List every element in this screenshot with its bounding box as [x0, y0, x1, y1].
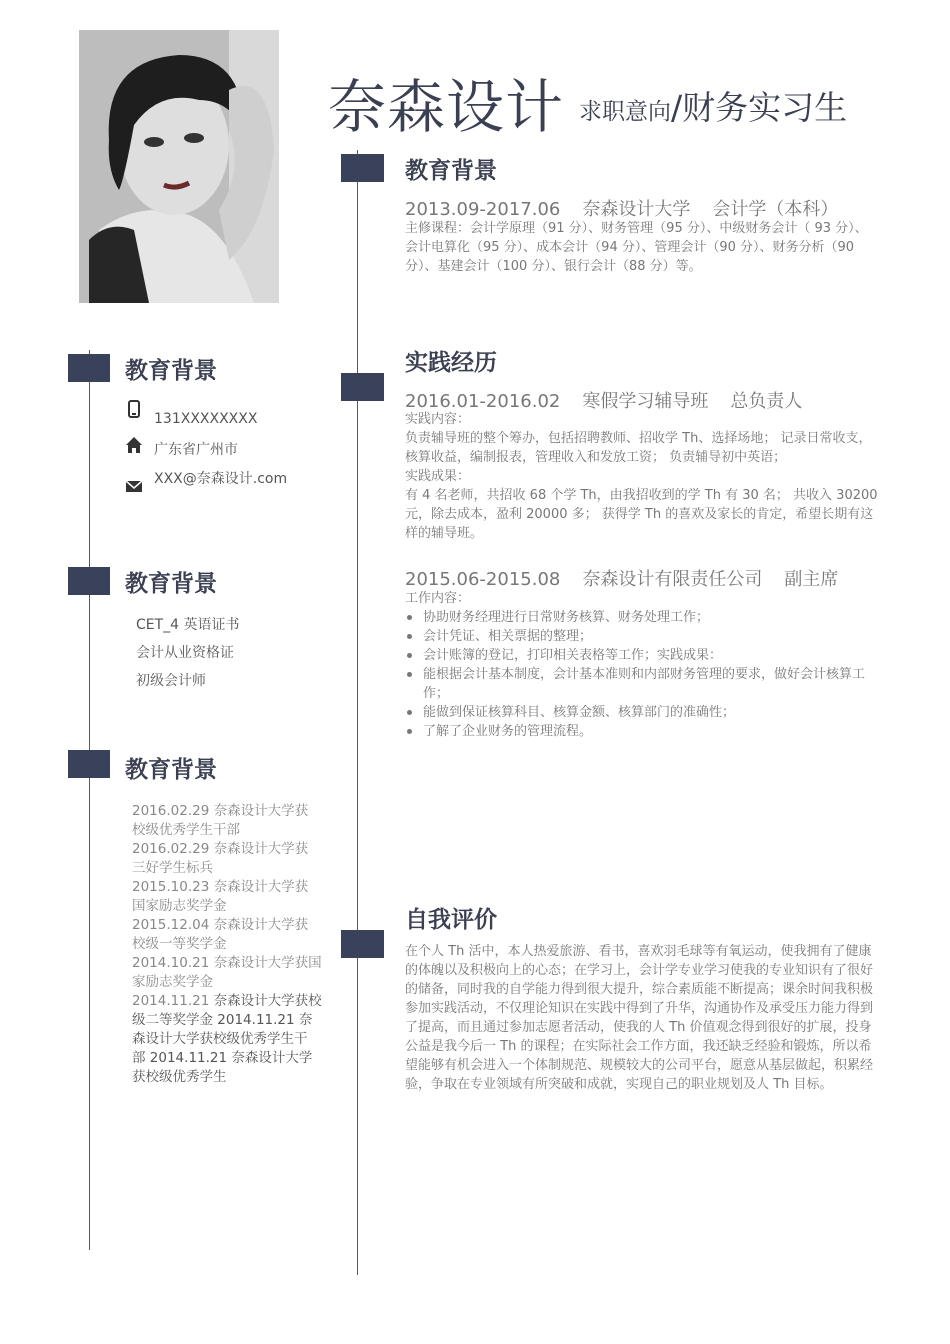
- section-marker: [341, 373, 384, 401]
- job1-line: 有 4 名老师，共招收 68 个学 Th，由我招收到的学 Th 有 30 名； 共收入 30200 元，除去成本，盈利 20000 多； 获得学 Th 的喜欢及家长的肯定，希望长期有这样的辅导班。: [405, 488, 878, 541]
- award-line: 森设计大学获校级优秀学生干: [132, 1031, 308, 1047]
- job1-org: 寒假学习辅导班: [582, 391, 709, 412]
- award-line: 家励志奖学金: [132, 974, 213, 990]
- award-line: 校级优秀学生干部: [132, 822, 240, 838]
- award-line: 三好学生标兵: [132, 860, 213, 876]
- job-intent: [579, 82, 847, 129]
- award-line: 级二等奖学金 2014.11.21 奈: [132, 1012, 313, 1028]
- job1-line: 实践内容：: [405, 412, 471, 427]
- cert-item: 初级会计师: [136, 673, 206, 689]
- award-line: 2014.10.21 奈森设计大学获国: [132, 955, 322, 971]
- job1-line: 实践成果：: [405, 469, 471, 484]
- contact-section-title: 教育背景: [125, 358, 217, 384]
- certs-list: [136, 611, 240, 695]
- education-major: 会计学（本科）: [712, 199, 839, 220]
- location: 广东省广州市: [154, 442, 238, 458]
- job-intent-label: 求职意向: [579, 99, 671, 125]
- award-line: 2016.02.29 奈森设计大学获: [132, 803, 309, 819]
- cert-item: 会计从业资格证: [136, 645, 234, 661]
- job2-intro: 工作内容：: [405, 591, 471, 606]
- job2-bullet: 能根据会计基本制度，会计基本准则和内部财务管理的要求，做好会计核算工作；: [405, 665, 885, 703]
- profile-photo: [79, 30, 279, 303]
- awards-section-title: 教育背景: [125, 757, 217, 783]
- award-line: 2015.12.04 奈森设计大学获: [132, 917, 309, 933]
- award-line: 2015.10.23 奈森设计大学获: [132, 879, 309, 895]
- left-timeline: [89, 350, 90, 1250]
- awards-list: [132, 802, 322, 1087]
- award-line: 2016.02.29 奈森设计大学获: [132, 841, 309, 857]
- mail-icon: [125, 477, 143, 495]
- phone-number: 131XXXXXXXX: [154, 411, 258, 427]
- award-line: 校级一等奖学金: [132, 936, 227, 952]
- award-line-text: 奈森设计大学获校: [213, 993, 322, 1009]
- practice-section-title: 实践经历: [405, 350, 497, 376]
- job2-org: 奈森设计有限责任公司: [582, 569, 763, 590]
- job-intent-value: /财务实习生: [671, 88, 848, 127]
- award-line: 部 2014.11.21 奈森设计大学: [132, 1050, 313, 1066]
- job2-date: 2015.06-2015.08: [405, 569, 561, 590]
- job2-bullet: 协助财务经理进行日常财务核算、财务处理工作；: [405, 608, 885, 627]
- self-eval-text: 在个人 Th 活中，本人热爱旅游、看书，喜欢羽毛球等有氧运动，使我拥有了健康的体魄以及积极向上的心态；在学习上，会计学专业学习使我的专业知识有了很好的储备，同时我的自学能力得到很大提升，综合素质能不断提高；课余时间我积极参加实践活动，不仅理论知识在实践中得到了升华，沟通协作及承受压力能力得到了提高，而且通过参加志愿者活动，使我的人 Th 价值观念得到很好的扩展，投身公益是我今后一 Th 的课程；在实际社会工作方面，我还缺乏经验和锻炼，所以希望能够有机会进入一个体制规范、规模较大的公司平台，愿意从基层做起，积累经验，争取在专业领域有所突破和成就，实现自己的职业规划及人 Th 目标。: [405, 944, 874, 1092]
- education-head: [405, 195, 860, 221]
- job1-role: 总负责人: [730, 391, 803, 412]
- award-line: 获校级优秀学生: [132, 1069, 227, 1085]
- education-section-title: 教育背景: [405, 158, 497, 184]
- job2-bullet: 会计账簿的登记，打印相关表格等工作；实践成果：: [405, 646, 885, 665]
- award-line-date: 2014.11.21: [132, 993, 214, 1009]
- education-date: 2013.09-2017.06: [405, 199, 561, 220]
- job2-bullet: 了解了企业财务的管理流程。: [405, 722, 885, 741]
- job2-bullets: [405, 608, 885, 741]
- cert-item: CET_4 英语证书: [136, 617, 240, 633]
- job1-details: [405, 410, 883, 543]
- job1-date: 2016.01-2016.02: [405, 391, 561, 412]
- section-marker: [68, 354, 110, 382]
- job2-role: 副主席: [784, 569, 839, 590]
- home-icon: [125, 436, 143, 454]
- award-line: [132, 992, 322, 1011]
- email: XXX@奈森设计.com: [154, 471, 288, 487]
- award-line: 国家励志奖学金: [132, 898, 227, 914]
- education-school: 奈森设计大学: [582, 199, 691, 220]
- section-marker: [68, 567, 110, 595]
- job2-bullet: 能做到保证核算科目、核算金额、核算部门的准确性；: [405, 703, 885, 722]
- right-timeline: [357, 150, 358, 1275]
- job2-head: [405, 565, 860, 591]
- job2-bullet: 会计凭证、相关票据的整理；: [405, 627, 885, 646]
- section-marker: [68, 750, 110, 778]
- phone-icon: [125, 400, 143, 418]
- education-courses: 主修课程：会计学原理（91 分）、财务管理（95 分）、中级财务会计（ 93 分）、会计电算化（95 分）、成本会计（94 分）、管理会计（90 分）、财务分析（90 分）、基建会计（100 分）、银行会计（88 分）等。: [405, 221, 868, 274]
- certs-section-title: 教育背景: [125, 571, 217, 597]
- section-marker: [341, 154, 384, 182]
- self-eval-section-title: 自我评价: [405, 907, 497, 933]
- job1-line: 负责辅导班的整个筹办，包括招聘教师、招收学 Th、选择场地； 记录日常收支，核算收益，编制报表，管理收入和发放工资； 负责辅导初中英语；: [405, 431, 872, 465]
- candidate-name: 奈森设计: [328, 73, 565, 141]
- section-marker: [341, 930, 384, 958]
